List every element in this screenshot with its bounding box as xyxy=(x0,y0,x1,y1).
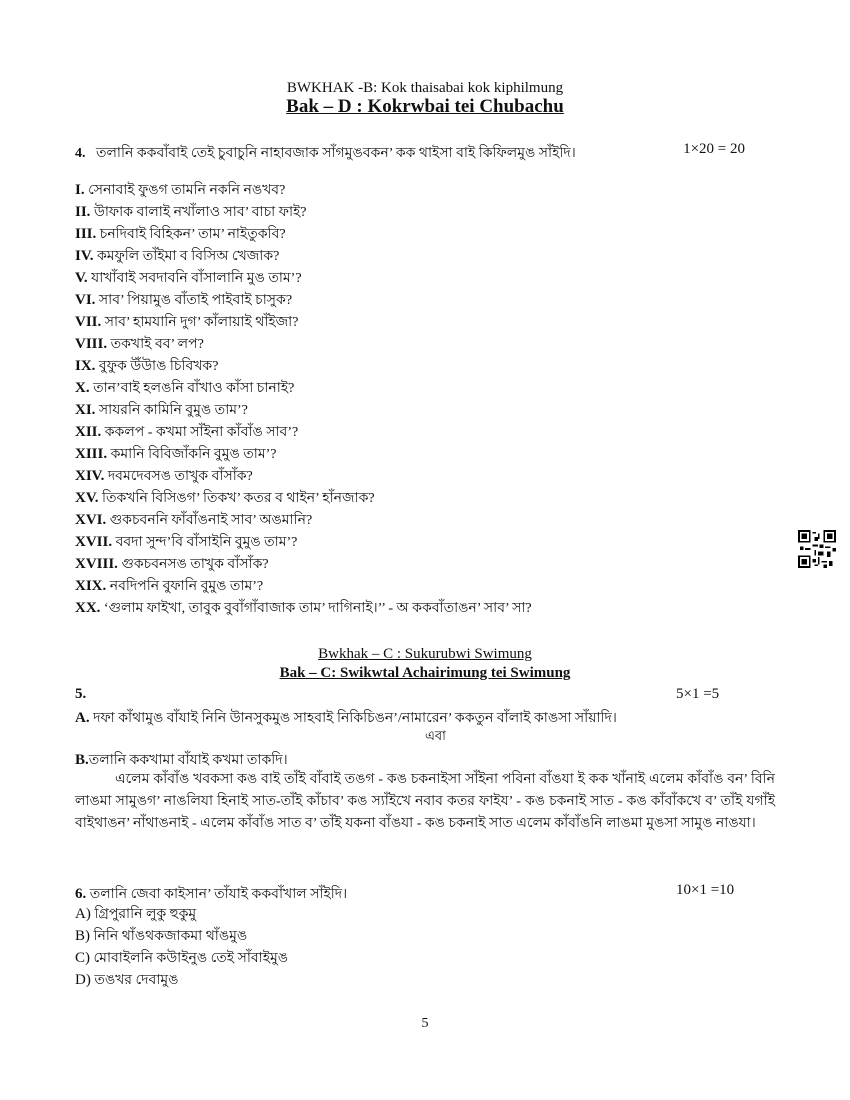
question-4-item-text: তিকখনি বিসিঙগ’ তিকখ’ কতর ব থাইন’ হাঁনজাক? xyxy=(101,491,375,506)
question-4-item xyxy=(75,531,532,553)
section-c-subheading: Bak – C: Swikwtal Achairimung tei Swimung xyxy=(279,665,571,681)
question-4-list xyxy=(75,179,532,619)
question-4-item-text: ‘গুলাম ফাইখা, তাবুক বুবাঁগাঁবাজাক তাম’ দাগিনাই।’’ - অ ককবাঁতাঙন’ সাব’ সা? xyxy=(103,601,532,616)
page-number: 5 xyxy=(421,1016,429,1031)
question-6-option-label: D) xyxy=(75,972,91,988)
question-4-item-text: যাখাঁবাই সবদাবনি বাঁসালানি মুঙ তাম’? xyxy=(91,271,302,286)
question-4-item-number: V. xyxy=(75,270,88,286)
question-4-item xyxy=(75,267,532,289)
question-4-item xyxy=(75,311,532,333)
question-4-item-text: তকখাই বব’ লপ? xyxy=(110,337,204,352)
question-4-item xyxy=(75,421,532,443)
question-5b-paragraph: এলেম কাঁবাঁঙ খবকসা কঙ বাই তাঁই বাঁবাই তঙগ - কঙ চকনাইসা সাঁইনা পবিনা বাঁঙযা ই কক খাঁনাই এলেম কাঁবাঁঙ বন’ বিনি লাঙমা সামুঙগ’ নাঙলিযা হিনাই সাত-তাঁই কাঁচাব’ কঙ স্যাঁইখে নবাব কতর ফাইয’ - কঙ চকনাই সাত - কঙ কাঁবাঁকখে ব’ তাঁই যগাঁই বাইথাঙন’ নাঁথাঙনাই - এলেম কাঁবাঁঙ সাত ব’ তাঁই যকনা বাঁঙযা - কঙ চকনাই সাত এলেম কাঁবাঁঙনি লাঙমা মুঙসা সামুঙ নাঙযা। xyxy=(75,772,775,831)
section-c-heading: Bwkhak – C : Sukurubwi Swimung xyxy=(318,646,532,662)
question-4-item-text: চনদিবাই বিহিকন’ তাম’ নাইতুকবি? xyxy=(99,227,286,242)
question-4-item-text: গুকচবননি ফাঁবাঁঙনাই সাব’ অঙমানি? xyxy=(109,513,313,528)
question-4-number: 4. xyxy=(75,146,86,161)
question-4-item-text: কমফুলি তাঁইমা ব বিসিঅ খেজাক? xyxy=(97,249,280,264)
question-4-item-number: XII. xyxy=(75,424,102,440)
question-4-item-text: সাব’ হামযানি দুগ’ কাঁলায়াই থাঁইজা? xyxy=(104,315,299,330)
question-4-item-number: I. xyxy=(75,182,85,198)
question-4-item xyxy=(75,377,532,399)
question-4-item xyxy=(75,223,532,245)
question-4-item-text: দবমদেবসঙ তাখুক বাঁসাঁক? xyxy=(107,469,253,484)
question-4-item xyxy=(75,597,532,619)
question-4-item-number: XVII. xyxy=(75,534,113,550)
question-6-marks: 10×1 =10 xyxy=(676,882,735,898)
question-4-item xyxy=(75,289,532,311)
question-6-option xyxy=(75,903,288,925)
question-6-option-text: তঙখর দেবামুঙ xyxy=(94,973,179,988)
question-4-item xyxy=(75,465,532,487)
question-4-item-number: II. xyxy=(75,204,91,220)
question-6-number: 6. xyxy=(75,886,87,902)
question-4-item-number: XIII. xyxy=(75,446,108,462)
question-4-marks: 1×20 = 20 xyxy=(683,141,745,157)
question-4-item-text: উাফাক বালাই নখাঁলাও সাব’ বাচা ফাই? xyxy=(93,205,307,220)
question-4-item-text: সাব’ পিয়ামুঙ বাঁতাই পাইবাই চাসুক? xyxy=(98,293,293,308)
question-6-option-text: মোবাইলনি কউাইনুঙ তেই সাঁবাইমুঙ xyxy=(93,951,289,966)
question-4-item-number: XX. xyxy=(75,600,101,616)
question-4-item-text: নবদিপনি বুফানি বুমুঙ তাম’? xyxy=(109,579,264,594)
question-4-item-number: IX. xyxy=(75,358,96,374)
question-4-item-number: IV. xyxy=(75,248,94,264)
question-5a-text: দফা কাঁথামুঙ বাঁযাই নিনি উানসুকমুঙ সাহবাই নিকিচিঙন’/নামারেন’ ককতুন বাঁলাই কাঙসা সাঁয়াদি। xyxy=(93,711,617,726)
question-4-item-number: X. xyxy=(75,380,90,396)
question-4-item-text: গুকচবনসঙ তাখুক বাঁসাঁক? xyxy=(121,557,269,572)
question-4-item-text: কমানি বিবিজাঁকনি বুমুঙ তাম’? xyxy=(110,447,277,462)
question-4-item-text: বুফুক উঁউাঙ চিবিখক? xyxy=(98,359,219,374)
question-4-item-number: III. xyxy=(75,226,97,242)
question-4-item xyxy=(75,333,532,355)
question-4-item-text: ককলপ - কখমা সাঁইনা কাঁবাঁঙ সাব’? xyxy=(104,425,299,440)
question-4-item-number: XV. xyxy=(75,490,99,506)
question-6-option-label: C) xyxy=(75,950,90,966)
question-6-option-label: A) xyxy=(75,906,91,922)
question-4-item xyxy=(75,487,532,509)
question-4-item xyxy=(75,443,532,465)
question-5b-text: তলানি ককখামা বাঁযাই কখমা তাকদি। xyxy=(88,753,288,768)
question-4-item-text: তান’বাই হলঙনি বাঁখাও কাঁসা চানাই? xyxy=(93,381,295,396)
question-6-option-text: নিনি থাঁঙথকজাকমা থাঁঙমুঙ xyxy=(93,929,248,944)
question-4-item-text: সেনাবাই ফুঙগ তামনি নকনি নঙখব? xyxy=(88,183,286,198)
question-6-text: তলানি জেবা কাইসান’ তাঁযাই ককবাঁখাল সাঁইদি। xyxy=(89,887,348,902)
question-4-item xyxy=(75,399,532,421)
question-4-item-number: XVI. xyxy=(75,512,107,528)
question-6-option-text: গ্রিপুরানি লুকু হুকুমু xyxy=(94,907,197,922)
question-4-item xyxy=(75,575,532,597)
qr-code-icon xyxy=(798,530,836,568)
question-6-option xyxy=(75,947,288,969)
question-4-item xyxy=(75,553,532,575)
section-d-subheading: Bak – D : Kokrwbai tei Chubachu xyxy=(286,96,564,117)
question-4-item-number: XIV. xyxy=(75,468,105,484)
question-6-options xyxy=(75,903,288,991)
question-4-item-number: XVIII. xyxy=(75,556,118,572)
question-4-item xyxy=(75,201,532,223)
question-4-item-number: XIX. xyxy=(75,578,107,594)
question-6-option xyxy=(75,925,288,947)
question-5b-label: B. xyxy=(75,752,89,768)
question-4-item-text: ববদা সুন্দ’বি বাঁসাইনি বুমুঙ তাম’? xyxy=(115,535,298,550)
question-4-item xyxy=(75,355,532,377)
question-5a xyxy=(75,706,617,730)
question-4-item-number: XI. xyxy=(75,402,96,418)
question-6-option-label: B) xyxy=(75,928,90,944)
question-5-number: 5. xyxy=(75,686,87,702)
or-separator: এবা xyxy=(425,728,446,743)
question-4-item xyxy=(75,179,532,201)
question-4-text: তলানি ককবাঁবাই তেই চুবাচুনি নাহাবজাক সাঁগমুঙবকন’ কক থাইসা বাই কিফিলমুঙ সাঁইদি। xyxy=(96,146,576,161)
question-4-item-text: সাযরনি কামিনি বুমুঙ তাম’? xyxy=(98,403,248,418)
question-4 xyxy=(75,141,745,165)
question-5-marks: 5×1 =5 xyxy=(676,686,720,702)
question-6-option xyxy=(75,969,288,991)
question-5a-label: A. xyxy=(75,710,90,726)
question-4-item-number: VI. xyxy=(75,292,96,308)
section-b-heading: BWKHAK -B: Kok thaisabai kok kiphilmung xyxy=(286,80,564,96)
question-4-item xyxy=(75,245,532,267)
question-4-item-number: VII. xyxy=(75,314,102,330)
question-4-item xyxy=(75,509,532,531)
question-4-item-number: VIII. xyxy=(75,336,108,352)
